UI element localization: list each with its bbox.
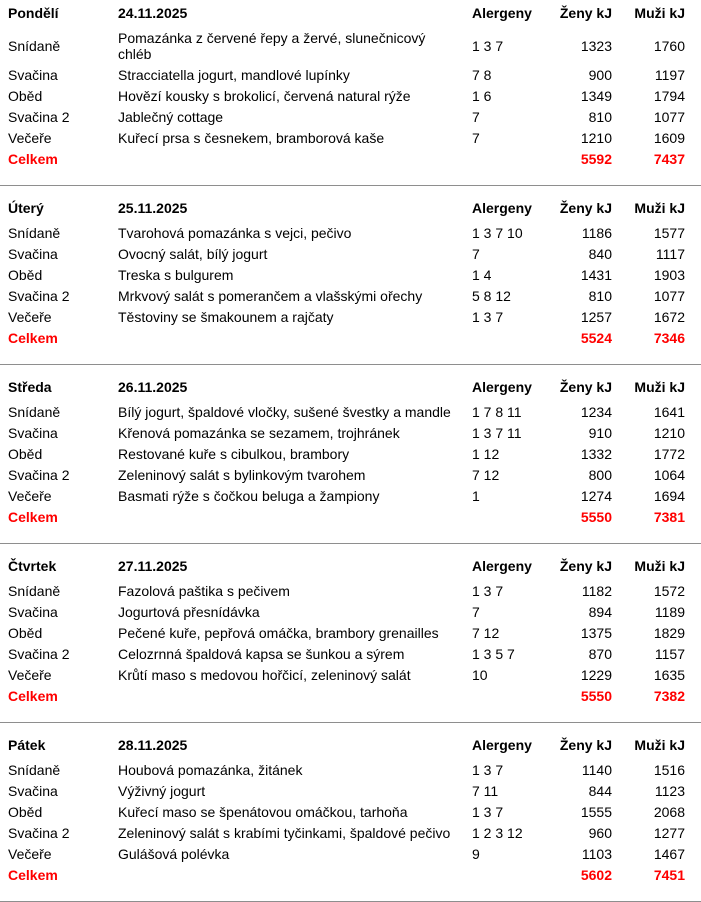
men-kj-column-header: Muži kJ [634,558,685,574]
day-name: Pondělí [8,5,59,21]
meal-dish: Kuřecí maso se špenátovou omáčkou, tarhoňa [118,804,408,820]
meal-type-label: Snídaně [8,583,61,599]
day-block [0,186,701,365]
day-menu-table [8,735,685,886]
meal-row [8,644,685,665]
meal-row [8,307,685,328]
meal-type-label: Svačina 2 [8,109,70,125]
day-block [0,544,701,723]
meal-dish: Stracciatella jogurt, mandlové lupínky [118,67,350,83]
meal-row [8,465,685,486]
meal-allergens: 1 [472,488,480,504]
meal-allergens: 1 7 8 11 [472,404,522,420]
meal-women-kj: 1186 [581,225,612,241]
meal-women-kj: 870 [588,646,612,662]
day-block [0,723,701,902]
allergens-column-header: Alergeny [472,200,532,216]
meal-allergens: 7 8 [472,67,492,83]
total-spacer [118,686,470,707]
total-men-kj: 7451 [653,867,685,883]
meal-type-label: Svačina 2 [8,825,70,841]
meal-allergens: 1 3 7 [472,309,504,325]
meal-dish: Jablečný cottage [118,109,224,125]
meal-type-label: Večeře [8,130,52,146]
day-menu-table [8,556,685,707]
day-header-row [8,377,685,402]
meal-row [8,581,685,602]
meal-men-kj: 1189 [654,604,685,620]
total-spacer [470,507,542,528]
meal-allergens: 7 [472,130,480,146]
allergens-column-header: Alergeny [472,737,532,753]
meal-type-label: Oběd [8,625,43,641]
total-women-kj: 5550 [580,509,612,525]
total-spacer [470,328,542,349]
meal-men-kj: 1277 [653,825,685,841]
meal-women-kj: 1210 [580,130,612,146]
meal-men-kj: 1572 [653,583,685,599]
meal-row [8,444,685,465]
meal-type-label: Večeře [8,667,52,683]
men-kj-column-header: Muži kJ [634,200,685,216]
meal-women-kj: 1323 [580,38,612,54]
meal-women-kj: 1257 [580,309,612,325]
allergens-column-header: Alergeny [472,379,532,395]
total-spacer [118,507,470,528]
meal-row [8,128,685,149]
total-spacer [118,328,470,349]
total-men-kj: 7437 [653,151,685,167]
meal-dish: Tvarohová pomazánka s vejci, pečivo [118,225,352,241]
total-row [8,865,685,886]
meal-allergens: 1 2 3 12 [472,825,523,841]
day-date: 27.11.2025 [118,558,188,574]
total-women-kj: 5524 [580,330,612,346]
meal-women-kj: 1375 [580,625,612,641]
meal-women-kj: 910 [588,425,612,441]
meal-type-label: Svačina 2 [8,646,70,662]
day-date: 25.11.2025 [118,200,188,216]
total-row [8,149,685,170]
meal-type-label: Svačina [8,783,58,799]
meal-women-kj: 900 [588,67,612,83]
total-label: Celkem [8,867,58,883]
meal-women-kj: 844 [588,783,612,799]
meal-row [8,760,685,781]
meal-type-label: Svačina [8,425,58,441]
men-kj-column-header: Muži kJ [634,5,685,21]
meal-men-kj: 1077 [653,109,685,125]
meal-dish: Výživný jogurt [118,783,206,799]
meal-women-kj: 960 [588,825,612,841]
meal-allergens: 1 3 7 10 [472,225,523,241]
total-women-kj: 5550 [580,688,612,704]
total-spacer [470,149,542,170]
meal-women-kj: 1349 [580,88,612,104]
day-block [0,0,701,186]
day-block [0,365,701,544]
meal-men-kj: 1829 [653,625,685,641]
total-row [8,507,685,528]
meal-men-kj: 1467 [653,846,685,862]
meal-men-kj: 1694 [653,488,685,504]
meal-men-kj: 1609 [653,130,685,146]
meal-dish: Krůtí maso s medovou hořčicí, zeleninový salát [118,667,411,683]
total-label: Celkem [8,151,58,167]
meal-women-kj: 1431 [580,267,612,283]
total-spacer [470,686,542,707]
women-kj-column-header: Ženy kJ [559,737,612,753]
meal-type-label: Snídaně [8,225,61,241]
meal-type-label: Snídaně [8,404,61,420]
meal-dish: Pomazánka z červené řepy a žervé, slunečnicový chléb [118,30,426,62]
meal-dish: Křenová pomazánka se sezamem, trojhránek [118,425,400,441]
meal-men-kj: 1635 [653,667,685,683]
meal-allergens: 9 [472,846,480,862]
meal-row [8,402,685,423]
meal-row [8,86,685,107]
meal-type-label: Svačina [8,246,58,262]
meal-allergens: 7 [472,246,480,262]
meal-women-kj: 810 [588,109,612,125]
meal-men-kj: 1117 [655,246,685,262]
meal-allergens: 7 [472,109,480,125]
meal-row [8,665,685,686]
meal-men-kj: 2068 [653,804,685,820]
meal-type-label: Oběd [8,88,43,104]
meal-women-kj: 1274 [580,488,612,504]
meal-women-kj: 1555 [580,804,612,820]
total-men-kj: 7381 [653,509,685,525]
day-header-row [8,735,685,760]
meal-dish: Kuřecí prsa s česnekem, bramborová kaše [118,130,385,146]
day-header-row [8,556,685,581]
day-menu-table [8,198,685,349]
meal-type-label: Večeře [8,309,52,325]
meal-row [8,844,685,865]
day-name: Středa [8,379,52,395]
meal-dish: Ovocný salát, bílý jogurt [118,246,268,262]
meal-type-label: Svačina [8,604,58,620]
day-name: Čtvrtek [8,558,57,574]
meal-dish: Jogurtová přesnídávka [118,604,260,620]
meal-row [8,781,685,802]
meal-row [8,265,685,286]
total-spacer [470,865,542,886]
day-date: 24.11.2025 [118,5,188,21]
meal-row [8,602,685,623]
meal-dish: Basmati rýže s čočkou beluga a žampiony [118,488,380,504]
meal-allergens: 1 3 7 11 [472,425,522,441]
meal-allergens: 7 11 [472,783,499,799]
meal-allergens: 1 3 7 [472,804,504,820]
meal-row [8,28,685,65]
women-kj-column-header: Ženy kJ [559,558,612,574]
meal-women-kj: 1182 [581,583,612,599]
meal-row [8,802,685,823]
meal-dish: Fazolová paštika s pečivem [118,583,290,599]
meal-dish: Bílý jogurt, špaldové vločky, sušené švestky a mandle [118,404,451,420]
meal-women-kj: 1332 [580,446,612,462]
day-date: 26.11.2025 [118,379,188,395]
meal-dish: Gulášová polévka [118,846,230,862]
meal-row [8,423,685,444]
meal-allergens: 7 12 [472,625,500,641]
women-kj-column-header: Ženy kJ [559,5,612,21]
meal-row [8,223,685,244]
meal-allergens: 10 [472,667,488,683]
meal-type-label: Svačina 2 [8,288,70,304]
meal-allergens: 1 6 [472,88,492,104]
meal-women-kj: 1103 [581,846,612,862]
total-row [8,328,685,349]
total-label: Celkem [8,688,58,704]
men-kj-column-header: Muži kJ [634,379,685,395]
meal-type-label: Večeře [8,846,52,862]
meal-row [8,286,685,307]
meal-dish: Zeleninový salát s bylinkovým tvarohem [118,467,366,483]
meal-men-kj: 1772 [653,446,685,462]
meal-type-label: Svačina 2 [8,467,70,483]
allergens-column-header: Alergeny [472,558,532,574]
day-header-row [8,3,685,28]
meal-row [8,244,685,265]
total-women-kj: 5602 [580,867,612,883]
meal-type-label: Svačina [8,67,58,83]
meal-type-label: Oběd [8,267,43,283]
meal-men-kj: 1641 [653,404,685,420]
meal-women-kj: 1229 [580,667,612,683]
meal-allergens: 1 12 [472,446,500,462]
meal-women-kj: 894 [588,604,612,620]
meal-allergens: 1 4 [472,267,492,283]
women-kj-column-header: Ženy kJ [559,200,612,216]
meal-allergens: 1 3 7 [472,38,504,54]
day-menu-table [8,3,685,170]
meal-dish: Mrkvový salát s pomerančem a vlašskými ořechy [118,288,423,304]
meal-row [8,623,685,644]
day-name: Pátek [8,737,46,753]
meal-type-label: Oběd [8,804,43,820]
meal-dish: Houbová pomazánka, žitánek [118,762,303,778]
women-kj-column-header: Ženy kJ [559,379,612,395]
day-header-row [8,198,685,223]
day-name: Úterý [8,200,44,216]
meal-type-label: Oběd [8,446,43,462]
day-date: 28.11.2025 [118,737,188,753]
meal-men-kj: 1577 [653,225,685,241]
total-men-kj: 7346 [653,330,685,346]
meal-dish: Zeleninový salát s krabími tyčinkami, špaldové pečivo [118,825,451,841]
meal-type-label: Večeře [8,488,52,504]
meal-allergens: 1 3 7 [472,762,504,778]
meal-dish: Hovězí kousky s brokolicí, červená natural rýže [118,88,411,104]
total-row [8,686,685,707]
allergens-column-header: Alergeny [472,5,532,21]
meal-men-kj: 1197 [654,67,685,83]
meal-dish: Restované kuře s cibulkou, brambory [118,446,350,462]
meal-men-kj: 1903 [653,267,685,283]
meal-row [8,823,685,844]
total-spacer [118,149,470,170]
meal-men-kj: 1516 [653,762,685,778]
total-label: Celkem [8,330,58,346]
meal-dish: Treska s bulgurem [118,267,234,283]
meal-men-kj: 1064 [653,467,685,483]
meal-row [8,486,685,507]
meal-women-kj: 810 [588,288,612,304]
meal-type-label: Snídaně [8,762,61,778]
meal-type-label: Snídaně [8,38,61,54]
total-women-kj: 5592 [580,151,612,167]
total-spacer [118,865,470,886]
day-menu-table [8,377,685,528]
meal-dish: Celozrnná špaldová kapsa se šunkou a sýrem [118,646,405,662]
meal-men-kj: 1794 [653,88,685,104]
meal-allergens: 5 8 12 [472,288,511,304]
meal-allergens: 1 3 5 7 [472,646,515,662]
meal-women-kj: 1140 [581,762,612,778]
total-men-kj: 7382 [653,688,685,704]
meal-men-kj: 1210 [653,425,685,441]
meal-dish: Pečené kuře, pepřová omáčka, brambory grenailles [118,625,439,641]
meal-women-kj: 1234 [580,404,612,420]
meal-allergens: 7 [472,604,480,620]
meal-women-kj: 840 [588,246,612,262]
meal-allergens: 1 3 7 [472,583,504,599]
men-kj-column-header: Muži kJ [634,737,685,753]
meal-row [8,65,685,86]
meal-dish: Těstoviny se šmakounem a rajčaty [118,309,334,325]
meal-men-kj: 1760 [653,38,685,54]
meal-men-kj: 1123 [654,783,685,799]
meal-men-kj: 1157 [654,646,685,662]
meal-allergens: 7 12 [472,467,500,483]
total-label: Celkem [8,509,58,525]
meal-women-kj: 800 [588,467,612,483]
meal-men-kj: 1672 [653,309,685,325]
meal-row [8,107,685,128]
meal-men-kj: 1077 [653,288,685,304]
